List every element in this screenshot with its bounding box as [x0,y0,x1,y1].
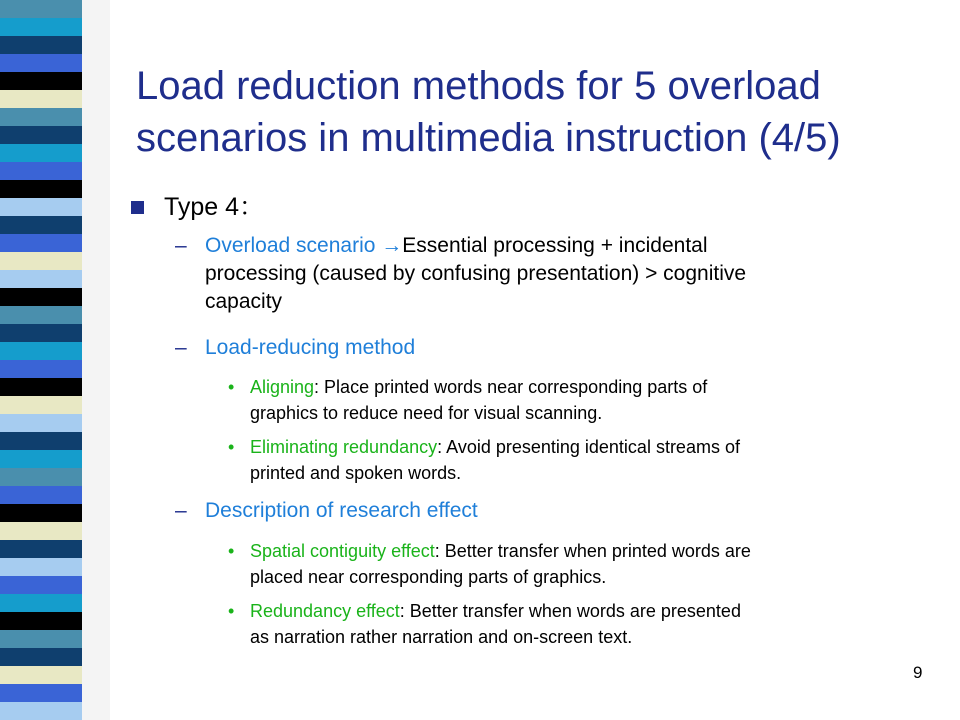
load-method-heading [175,334,925,362]
overload-text-line-1: Essential processing + incidental [402,234,708,257]
eliminating-redundancy-term: Eliminating redundancy [250,437,438,457]
aligning-line-2: graphics to reduce need for visual scanning. [250,403,603,423]
aligning-line-1: : Place printed words near corresponding parts of [314,377,708,397]
title-line-1: Load reduction methods for 5 overload [136,64,821,108]
overload-text-line-3: capacity [205,290,283,313]
title-line-2: scenarios in multimedia instruction (4/5) [136,116,841,160]
redundancy-effect-line-1: : Better transfer when words are presented [399,601,741,621]
type-heading [164,192,264,222]
type-label: Type 4： [164,193,265,221]
dash-bullet-icon: – [175,499,187,522]
redundancy-effect-line-2: as narration rather narration and on-screen text. [250,627,633,647]
spatial-contiguity-line-1: : Better transfer when printed words are [434,541,751,561]
research-effect-heading [175,497,925,525]
dot-bullet-icon: • [228,377,235,397]
eliminating-redundancy-line-1: : Avoid presenting identical streams of [437,437,740,457]
overload-scenario-item [175,232,925,316]
load-method-heading-text: Load-reducing method [205,336,416,359]
dash-bullet-icon: – [175,336,187,359]
dot-bullet-icon: • [228,601,235,621]
page-number: 9 [913,663,923,682]
redundancy-effect-item [228,598,940,650]
spatial-contiguity-line-2: placed near corresponding parts of graphics. [250,567,607,587]
overload-label: Overload scenario → [205,234,403,257]
eliminating-redundancy-item [228,434,940,486]
spatial-contiguity-term: Spatial contiguity effect [250,541,435,561]
aligning-term: Aligning [250,377,315,397]
aligning-item [228,374,940,426]
dot-bullet-icon: • [228,541,235,561]
dot-bullet-icon: • [228,437,235,457]
eliminating-redundancy-line-2: printed and spoken words. [250,463,462,483]
spatial-contiguity-item [228,538,940,590]
square-bullet-icon [131,201,144,214]
research-effect-heading-text: Description of research effect [205,499,478,522]
overload-text-line-2: processing (caused by confusing presentation) > cognitive [205,262,747,285]
dash-bullet-icon: – [175,234,187,257]
redundancy-effect-term: Redundancy effect [250,601,400,621]
